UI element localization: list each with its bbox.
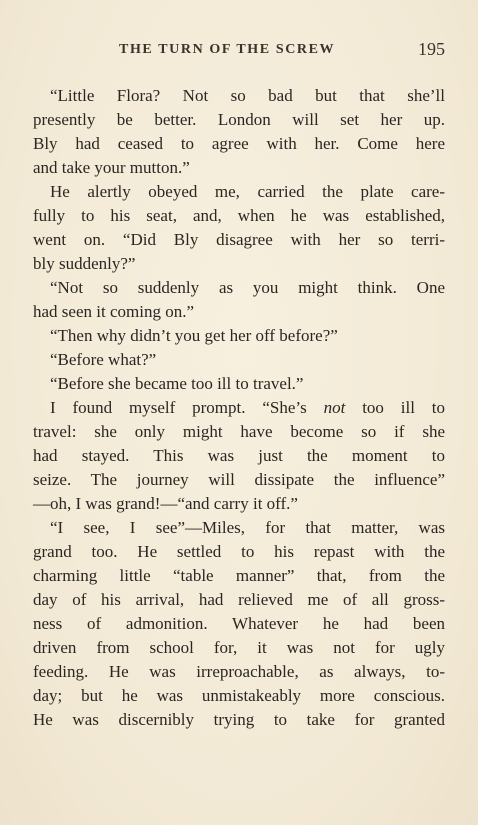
text-line: had stayed. This was just the moment to xyxy=(33,446,445,465)
text-segment: too ill to xyxy=(362,398,446,417)
text-line: seize. The journey will dissipate the influence” xyxy=(33,470,445,489)
page-number: 195 xyxy=(418,39,445,59)
italic-word: not xyxy=(323,398,346,417)
body-text xyxy=(33,84,445,732)
text-line: “Before she became too ill to travel.” xyxy=(50,374,304,393)
text-line: Bly had ceased to agree with her. Come here xyxy=(33,134,445,153)
text-line: fully to his seat, and, when he was established, xyxy=(33,206,445,225)
text-line: day; but he was unmistakeably more conscious. xyxy=(33,686,445,705)
text-line: ness of admonition. Whatever he had been xyxy=(33,614,445,633)
text-line: “Little Flora? Not so bad but that she’ll xyxy=(50,86,445,105)
text-line: feeding. He was irreproachable, as always, to- xyxy=(33,662,445,681)
text-line xyxy=(33,396,445,420)
text-segment: I found myself prompt. “She’s xyxy=(50,398,307,417)
text-line: charming little “table manner” that, from the xyxy=(33,566,445,585)
text-line: day of his arrival, had relieved me of all gross- xyxy=(33,590,445,609)
text-line: He alertly obeyed me, carried the plate care- xyxy=(50,182,445,201)
text-line: “Then why didn’t you get her off before?” xyxy=(50,326,338,345)
text-line: “Before what?” xyxy=(50,350,157,369)
text-line: had seen it coming on.” xyxy=(33,302,194,321)
text-line: went on. “Did Bly disagree with her so terri- xyxy=(33,230,445,249)
text-line: and take your mutton.” xyxy=(33,158,190,177)
text-line: grand too. He settled to his repast with the xyxy=(33,542,445,561)
text-line: —oh, I was grand!—“and carry it off.” xyxy=(33,494,298,513)
text-line: travel: she only might have become so if she xyxy=(33,422,445,441)
running-title: THE TURN OF THE SCREW xyxy=(119,42,336,57)
text-line: presently be better. London will set her up. xyxy=(33,110,445,129)
text-line: driven from school for, it was not for ugly xyxy=(33,638,445,657)
text-line: “Not so suddenly as you might think. One xyxy=(50,278,445,297)
page-header xyxy=(33,39,445,62)
text-line: “I see, I see”—Miles, for that matter, was xyxy=(50,518,445,537)
text-line: bly suddenly?” xyxy=(33,254,136,273)
text-line: He was discernibly trying to take for granted xyxy=(33,710,445,729)
